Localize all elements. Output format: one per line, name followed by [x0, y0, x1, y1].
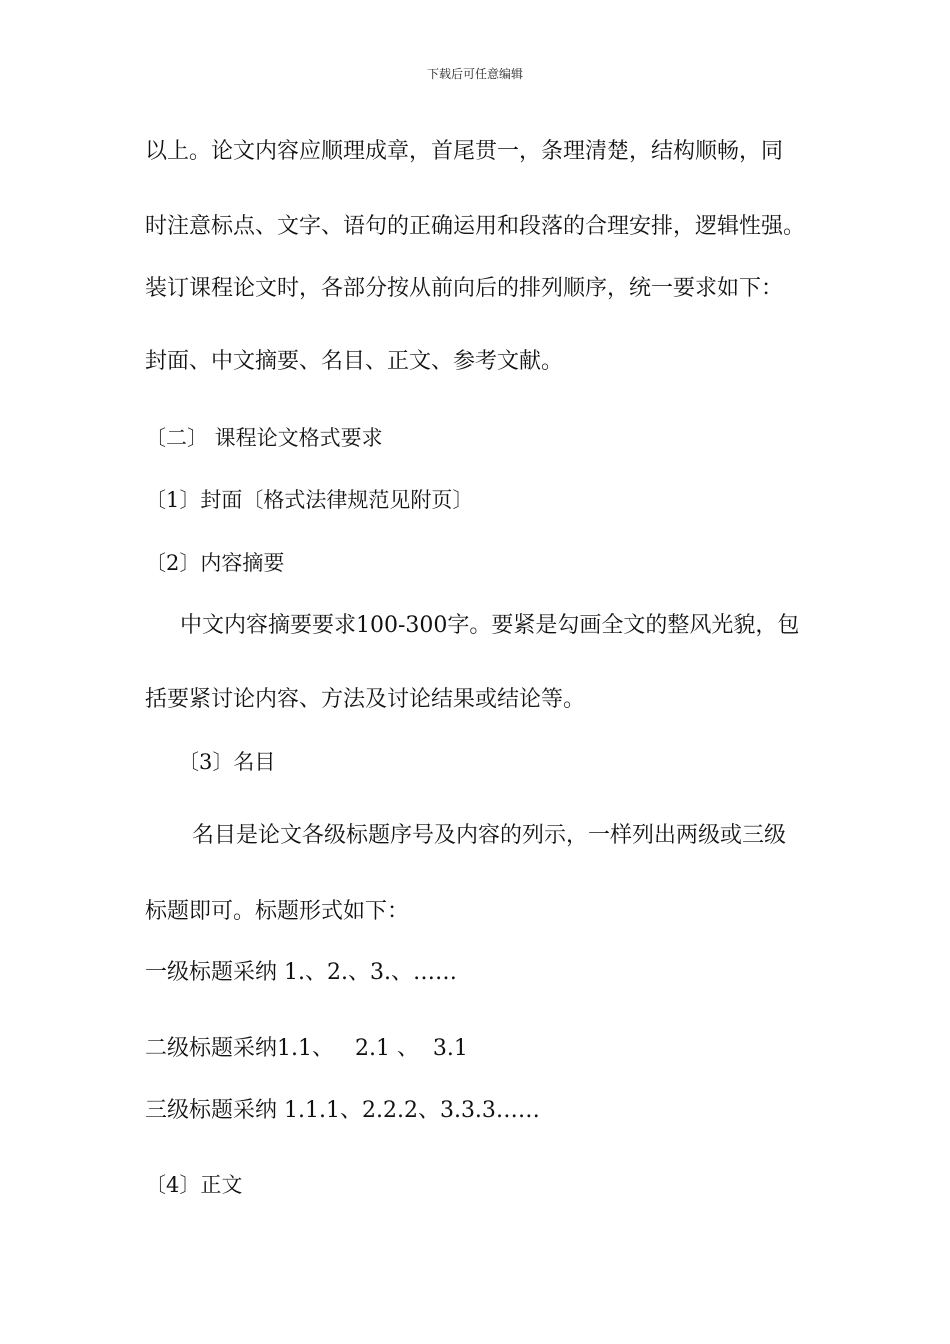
paragraph-line: 封面、中文摘要、名目、正文、参考文献。 — [145, 349, 564, 374]
subsection-heading: 〔4〕正文 — [145, 1173, 243, 1197]
subsection-heading: 〔2〕内容摘要 — [145, 551, 285, 575]
paragraph-line: 装订课程论文时，各部分按从前向后的排列顺序，统一要求如下： — [145, 276, 784, 301]
paragraph-line: 括要紧讨论内容、方法及讨论结果或结论等。 — [145, 687, 586, 712]
list-item: 三级标题采纳 1.1.1、2.2.2、3.3.3…… — [145, 1098, 540, 1123]
subsection-heading: 〔3〕名目 — [178, 750, 276, 774]
paragraph-line: 中文内容摘要要求100-300字。要紧是勾画全文的整风光貌，包 — [180, 613, 800, 638]
list-item: 二级标题采纳1.1、 2.1 、 3.1 — [145, 1036, 468, 1061]
paragraph-line: 名目是论文各级标题序号及内容的列示，一样列出两级或三级 — [192, 823, 787, 848]
paragraph-line: 时注意标点、文字、语句的正确运用和段落的合理安排，逻辑性强。 — [145, 214, 806, 239]
page-header: 下载后可任意编辑 — [426, 67, 523, 81]
paragraph-line: 以上。论文内容应顺理成章，首尾贯一，条理清楚，结构顺畅，同 — [145, 139, 784, 164]
paragraph-line: 标题即可。标题形式如下： — [145, 899, 410, 924]
section-heading: 〔二〕 课程论文格式要求 — [145, 426, 383, 450]
subsection-heading: 〔1〕封面〔格式法律规范见附页〕 — [145, 488, 474, 512]
list-item: 一级标题采纳 1.、2.、3.、…… — [145, 960, 457, 985]
